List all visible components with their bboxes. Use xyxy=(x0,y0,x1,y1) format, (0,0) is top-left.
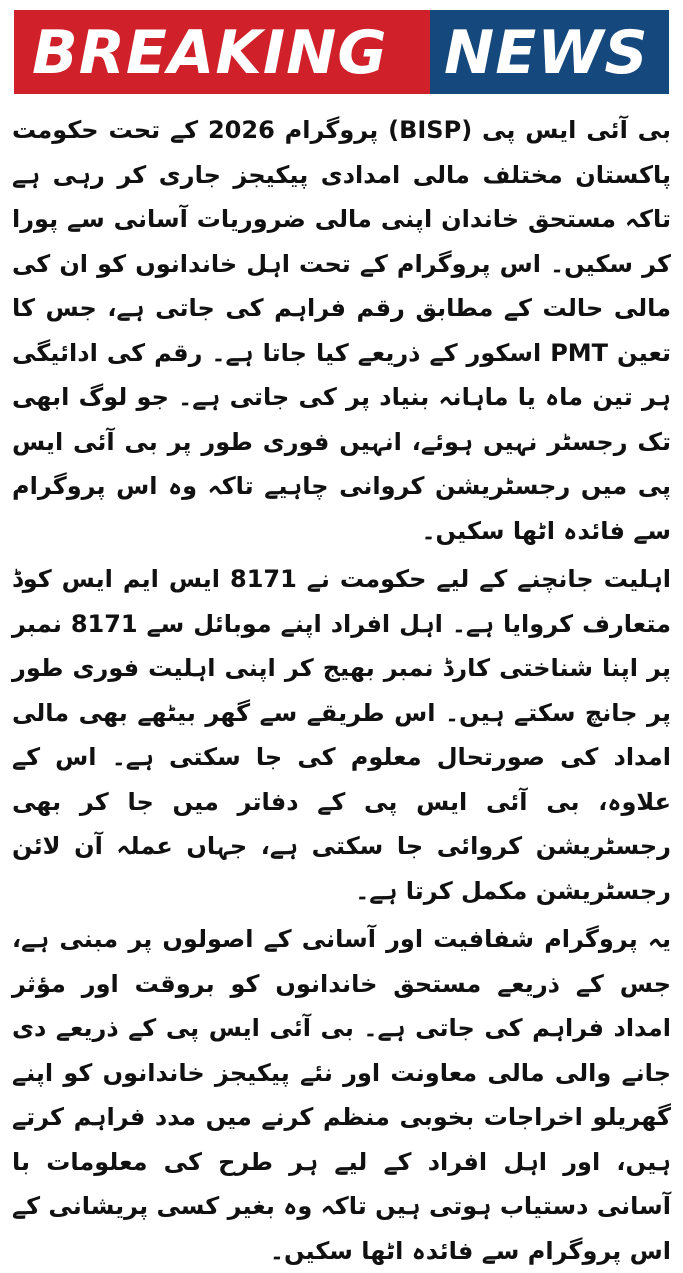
article-paragraph: اہلیت جانچنے کے لیے حکومت نے 8171 ایس ایم ایس کوڈ متعارف کروایا ہے۔ اہل افراد اپنے موبائل سے 8171 نمبر پر اپنا شناختی کارڈ نمبر بھیج کر اپنی اہلیت فوری طور پر جانچ سکتے ہیں۔ اس طریقے سے گھر بیٹھے بھی مالی امداد کی صورتحال معلوم کی جا سکتی ہے۔ اس کے علاوہ، بی آئی ایس پی کے دفاتر میں جا کر بھی رجسٹریشن کروائی جا سکتی ہے، جہاں عملہ آن لائن رجسٹریشن مکمل کرتا ہے۔ xyxy=(12,565,672,905)
banner-word-news: NEWS xyxy=(444,18,649,88)
article-paragraph: یہ پروگرام شفافیت اور آسانی کے اصولوں پر مبنی ہے، جس کے ذریعے مستحق خاندانوں کو بروقت اور مؤثر امداد فراہم کی جاتی ہے۔ بی آئی ایس پی کے ذریعے دی جانے والی مالی معاونت اور نئے پیکیجز خاندانوں کو اپنے گھریلو اخراجات بخوبی منظم کرنے میں مدد فراہم کرتے ہیں، اور اہل افراد کے لیے ہر طرح کی معلومات با آسانی دستیاب ہوتی ہیں تاکہ وہ بغیر کسی پریشانی کے اس پروگرام سے فائدہ اٹھا سکیں۔ xyxy=(12,925,671,1265)
article-body xyxy=(12,108,672,1265)
article-paragraph: بی آئی ایس پی (BISP) پروگرام 2026 کے تحت حکومت پاکستان مختلف مالی امدادی پیکیجز جاری کر رہی ہے تاکہ مستحق خاندان اپنی مالی ضروریات آسانی سے پورا کر سکیں۔ اس پروگرام کے تحت اہل خاندانوں کو ان کی مالی حالت کے مطابق رقم فراہم کی جاتی ہے، جس کا تعین PMT اسکور کے ذریعے کیا جاتا ہے۔ رقم کی ادائیگی ہر تین ماہ یا ماہانہ بنیاد پر کی جاتی ہے۔ جو لوگ ابھی تک رجسٹر نہیں ہوئے، انہیں فوری طور پر بی آئی ایس پی میں رجسٹریشن کروانی چاہیے تاکہ وہ اس پروگرام سے فائدہ اٹھا سکیں۔ xyxy=(12,116,672,545)
breaking-news-banner xyxy=(14,10,669,94)
banner-word-breaking: BREAKING xyxy=(32,18,388,88)
